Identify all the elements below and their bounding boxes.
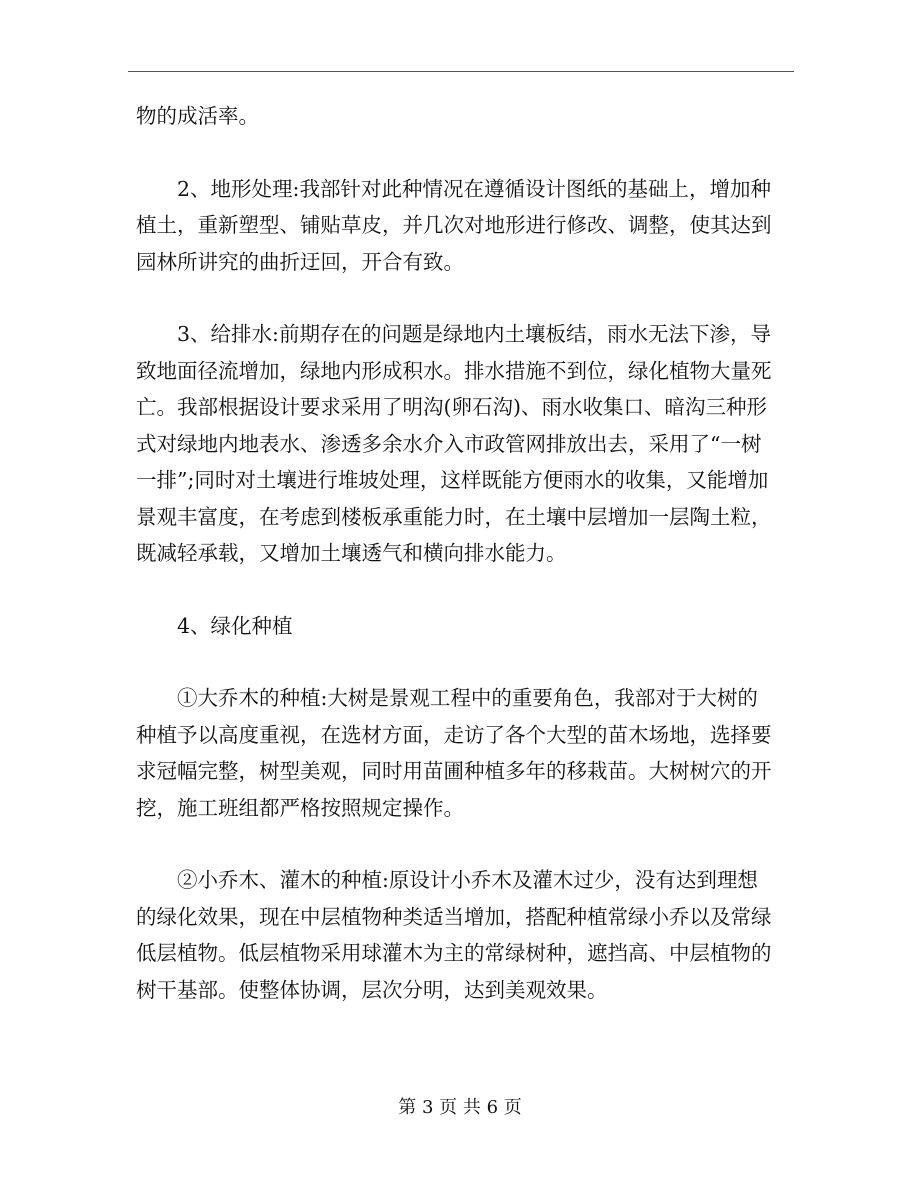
text-line: 园林所讲究的曲折迂回，开合有致。 [136, 249, 464, 274]
text-line: 种植予以高度重视，在选材方面，走访了各个大型的苗木场地，选择要 [136, 722, 772, 747]
text-line: 景观丰富度，在考虑到楼板承重能力时，在土壤中层增加一层陶土粒， [136, 504, 772, 529]
text-line: 求冠幅完整，树型美观，同时用苗圃种植多年的移栽苗。大树树穴的开 [136, 759, 772, 783]
text-line: ①大乔木的种植:大树是景观工程中的重要角色，我部对于大树的 [136, 686, 758, 710]
text-line: 4、绿化种植 [136, 613, 293, 638]
header-rule [128, 71, 794, 72]
text-line: 一排”;同时对土壤进行堆坡处理，这样既能方便雨水的收集，又能增加 [136, 468, 769, 492]
text-line: 低层植物。低层植物采用球灌木为主的常绿树种，遮挡高、中层植物的 [136, 941, 772, 965]
text-line: ②小乔木、灌木的种植:原设计小乔木及灌木过少，没有达到理想 [136, 868, 758, 892]
text-line: 挖，施工班组都严格按照规定操作。 [136, 795, 464, 820]
paragraph-gap [136, 826, 786, 862]
text-line: 式对绿地内地表水、渗透多余水介入市政管网排放出去，采用了“一树 [136, 431, 762, 456]
document-body [136, 98, 786, 1008]
paragraph-gap [136, 280, 786, 316]
paragraph-small-trees [136, 862, 786, 1008]
paragraph-large-trees [136, 680, 786, 826]
paragraph-drainage [136, 316, 786, 572]
page-number-footer: 第 3 页 共 6 页 [398, 1097, 522, 1118]
paragraph-gap [136, 644, 786, 680]
text-line: 植土，重新塑型、铺贴草皮，并几次对地形进行修改、调整，使其达到 [136, 213, 772, 237]
text-line: 物的成活率。 [136, 104, 259, 128]
paragraph-terrain [136, 171, 786, 281]
paragraph-intro-tail [136, 98, 786, 135]
paragraph-gap [136, 135, 786, 171]
text-line: 亡。我部根据设计要求采用了明沟(卵石沟)、雨水收集口、暗沟三种形 [136, 395, 767, 419]
text-line: 树干基部。使整体协调，层次分明，达到美观效果。 [136, 977, 608, 1002]
text-line: 既减轻承载，又增加土壤透气和横向排水能力。 [136, 541, 567, 565]
text-line: 3、给排水:前期存在的问题是绿地内土壤板结，雨水无法下渗，导 [136, 322, 771, 346]
text-line: 致地面径流增加，绿地内形成积水。排水措施不到位，绿化植物大量死 [136, 358, 772, 383]
text-line: 的绿化效果，现在中层植物种类适当增加，搭配种植常绿小乔以及常绿 [136, 904, 772, 929]
paragraph-gap [136, 572, 786, 608]
paragraph-planting-heading [136, 608, 786, 645]
text-line: 2、地形处理:我部针对此种情况在遵循设计图纸的基础上，增加种 [136, 176, 771, 201]
